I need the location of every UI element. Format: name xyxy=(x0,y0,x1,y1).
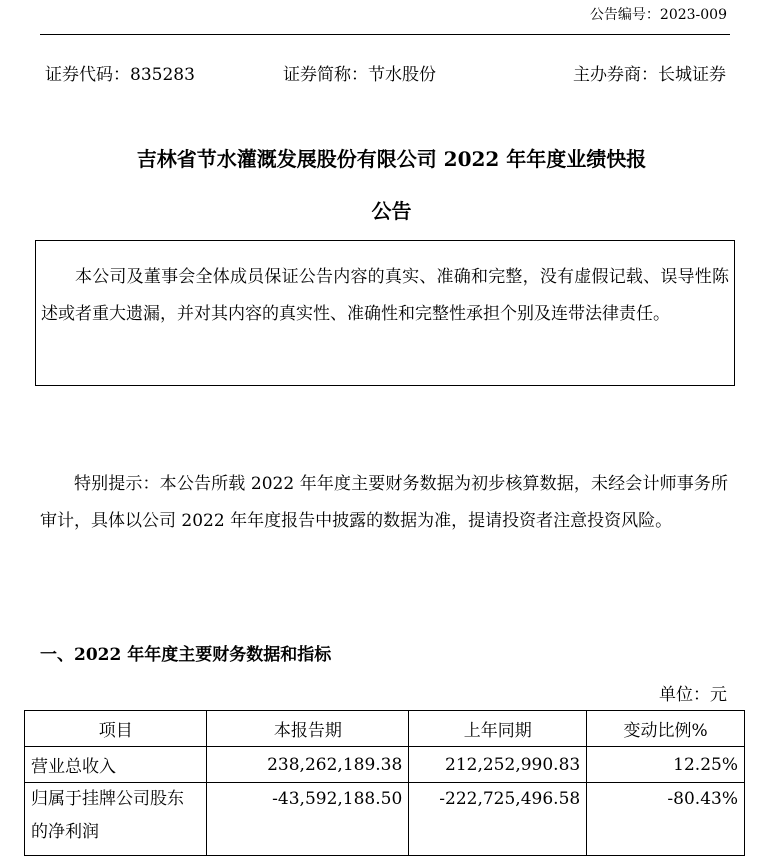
current-value: 238,262,189.38 xyxy=(207,747,409,783)
unit-label: 单位：元 xyxy=(659,685,727,705)
section-heading: 一、2022 年年度主要财务数据和指标 xyxy=(40,645,332,665)
current-value: -43,592,188.50 xyxy=(207,783,409,856)
table-row xyxy=(25,747,745,783)
securities-code: 证券代码：835283 xyxy=(45,65,195,85)
header-divider xyxy=(40,34,730,35)
change-ratio: 12.25% xyxy=(587,747,745,783)
special-notice: 特别提示：本公告所载 2022 年年度主要财务数据为初步核算数据，未经会计师事务所审计，具体以公司 2022 年年度报告中披露的数据为准，提请投资者注意投资风险。 xyxy=(40,474,728,531)
securities-short-name: 证券简称：节水股份 xyxy=(283,65,436,85)
header-item: 项目 xyxy=(25,711,207,747)
board-statement-box xyxy=(35,240,735,386)
row-label: 营业总收入 xyxy=(25,747,207,783)
header-current-period: 本报告期 xyxy=(207,711,409,747)
prior-value: 212,252,990.83 xyxy=(409,747,587,783)
row-label: 归属于挂牌公司股东的净利润 xyxy=(25,783,207,856)
announcement-number: 公告编号：2023-009 xyxy=(589,7,727,23)
document-subtitle: 公告 xyxy=(371,199,412,223)
document-title: 吉林省节水灌溉发展股份有限公司 2022 年年度业绩快报 xyxy=(136,147,647,171)
financial-data-table xyxy=(24,710,745,856)
header-change-ratio: 变动比例% xyxy=(587,711,745,747)
board-statement: 本公司及董事会全体成员保证公告内容的真实、准确和完整，没有虚假记载、误导性陈述或者重大遗漏，并对其内容的真实性、准确性和完整性承担个别及连带法律责任。 xyxy=(41,267,729,324)
prior-value: -222,725,496.58 xyxy=(409,783,587,856)
change-ratio: -80.43% xyxy=(587,783,745,856)
header-prior-period: 上年同期 xyxy=(409,711,587,747)
table-header-row xyxy=(25,711,745,747)
sponsor-broker: 主办券商：长城证券 xyxy=(573,65,726,85)
table-row xyxy=(25,783,745,856)
